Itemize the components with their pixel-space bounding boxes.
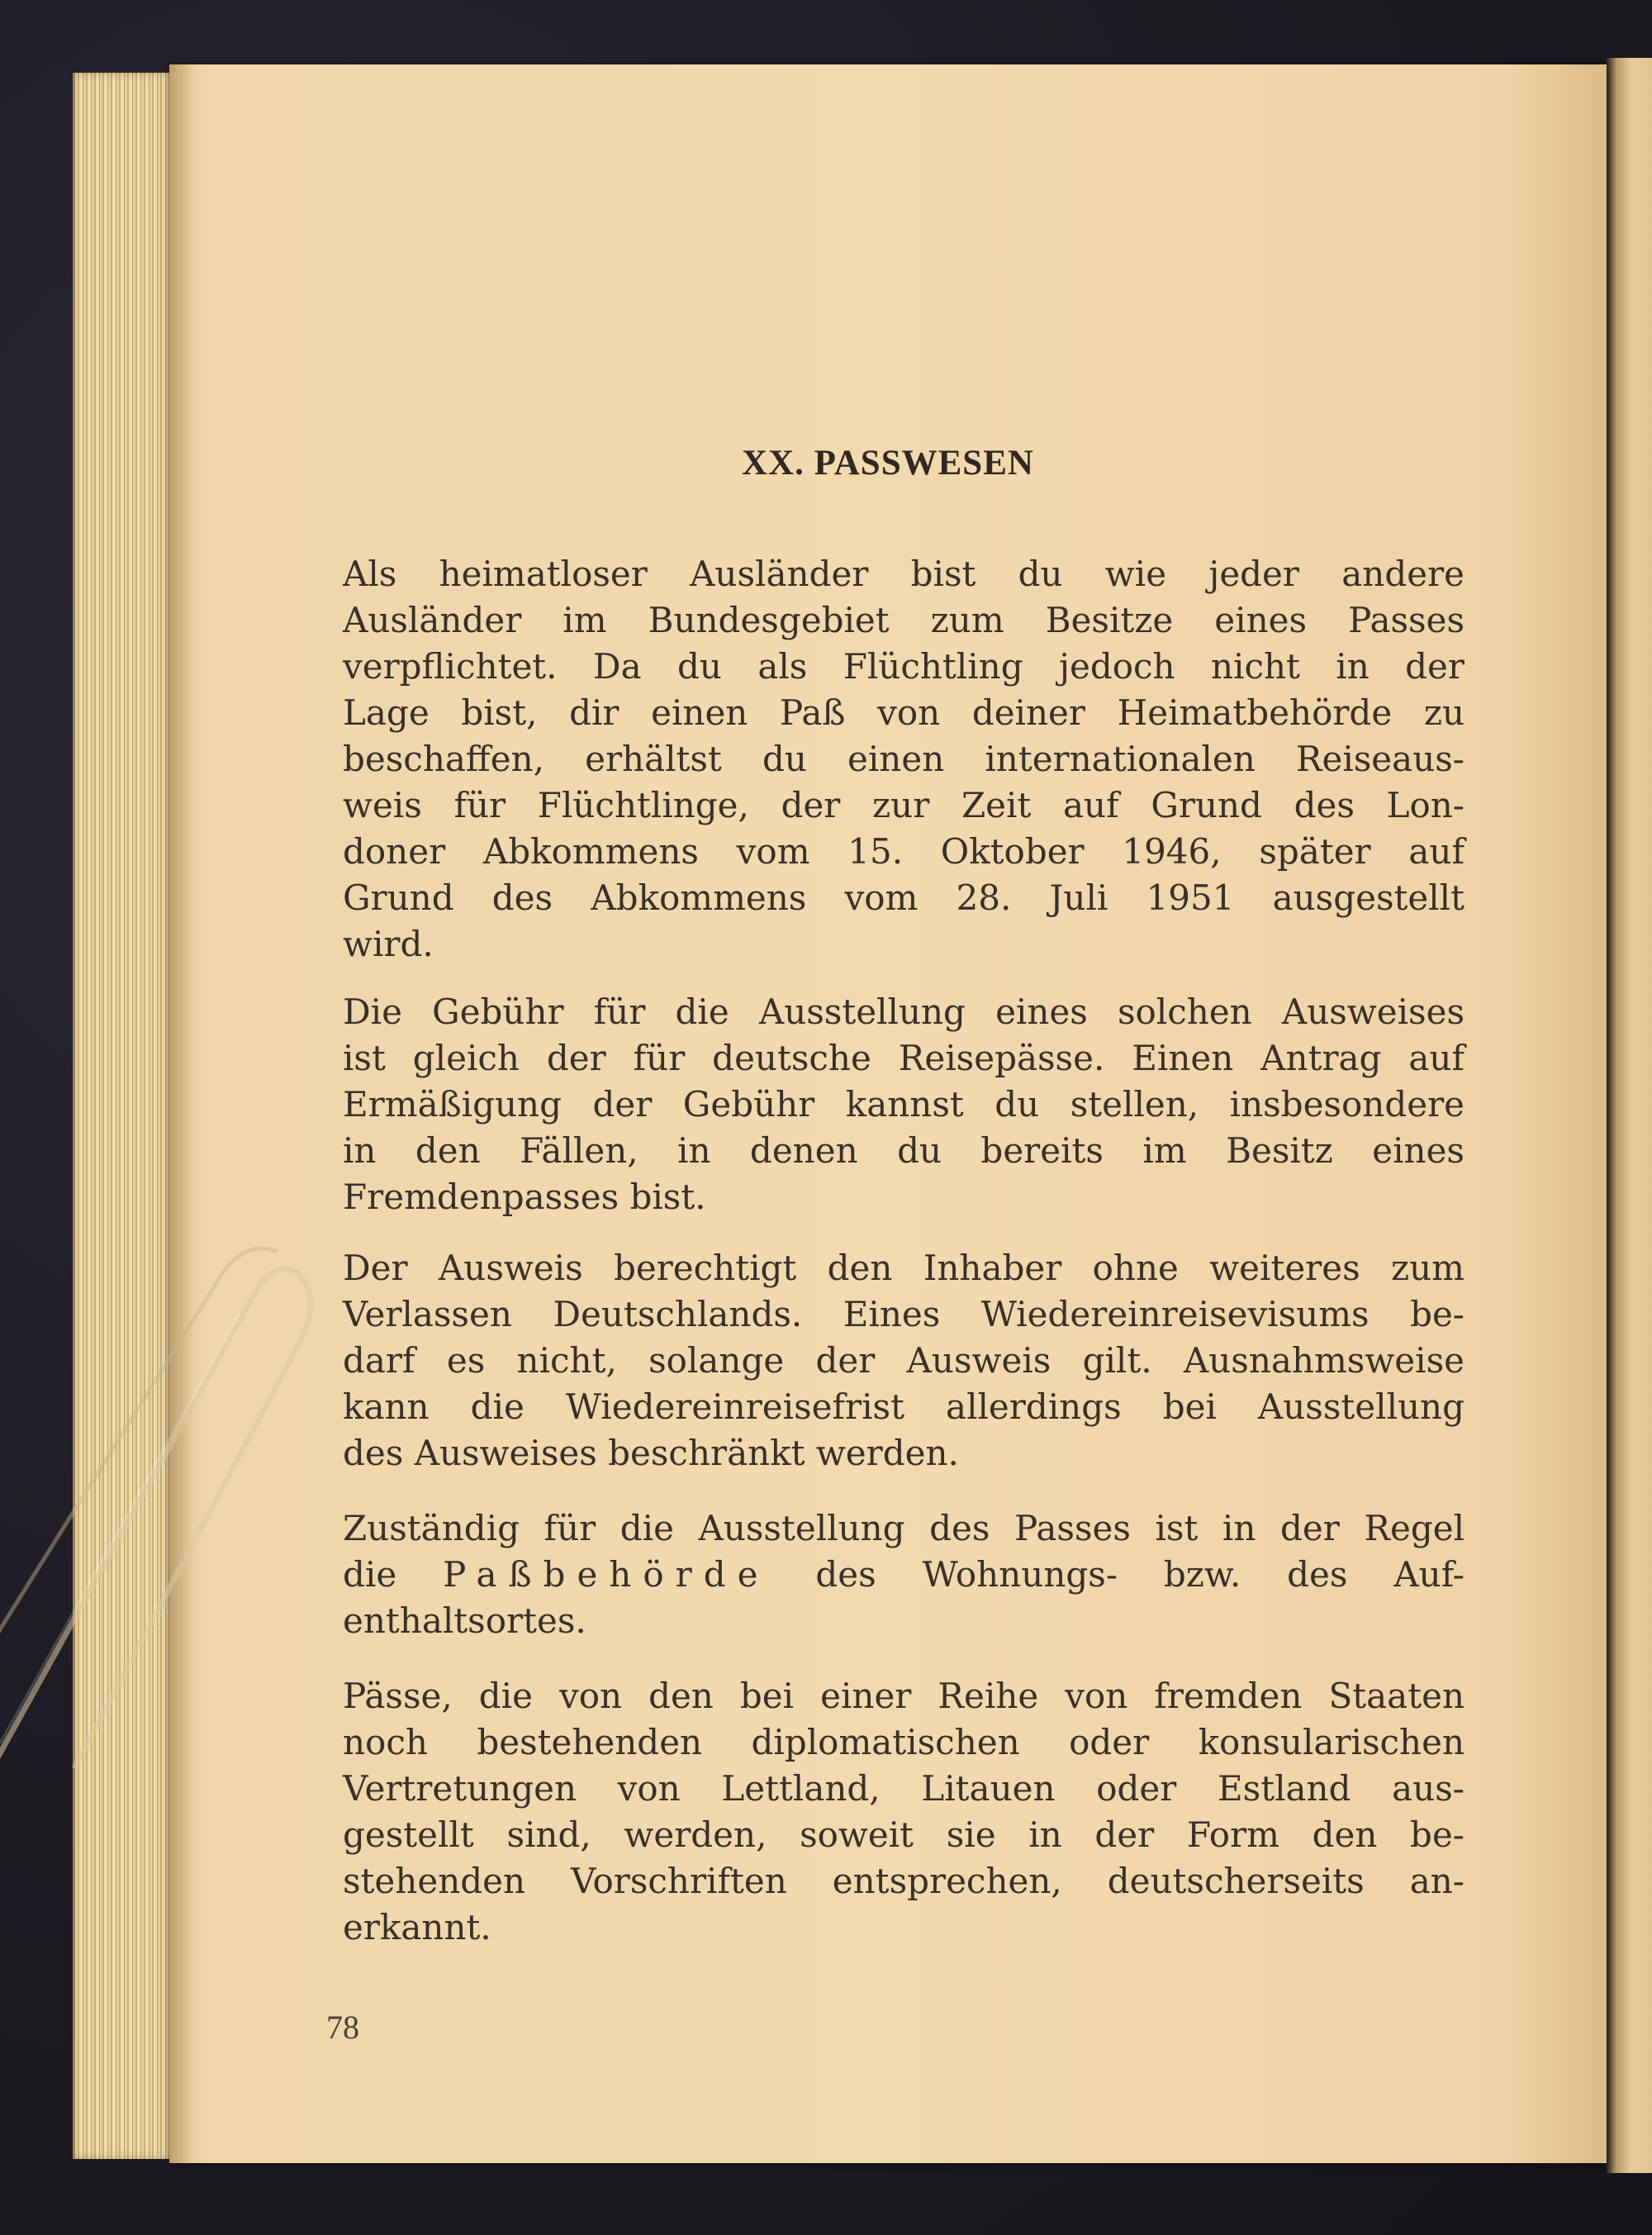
text-line: verpflichtet. Da du als Flüchtling jedoch nicht in der bbox=[343, 646, 1464, 687]
paragraph-5 bbox=[343, 1673, 1464, 1951]
text-line: Ausländer im Bundesgebiet zum Besitze eines Passes bbox=[343, 600, 1464, 640]
text-line: Ermäßigung der Gebühr kannst du stellen, insbesondere bbox=[343, 1084, 1464, 1125]
page-gutter-shadow bbox=[169, 64, 194, 2163]
text-fragment: des Wohnungs- bzw. des Auf- bbox=[815, 1554, 1464, 1595]
text-line: kann die Wiedereinreisefrist allerdings bei Ausstellung bbox=[343, 1386, 1464, 1427]
facing-page-edge bbox=[1607, 58, 1652, 2173]
text-line: Fremdenpasses bist. bbox=[343, 1177, 706, 1217]
emphasized-term: Paßbehörde bbox=[443, 1554, 770, 1595]
bookmark-clip-icon bbox=[0, 1239, 355, 1768]
book-page-edges bbox=[73, 73, 178, 2159]
text-line: weis für Flüchtlinge, der zur Zeit auf Grund des Lon- bbox=[343, 785, 1464, 825]
text-line: des Ausweises beschränkt werden. bbox=[343, 1433, 959, 1473]
text-line: ist gleich der für deutsche Reisepässe. Einen Antrag auf bbox=[343, 1038, 1464, 1078]
text-line: Lage bist, dir einen Paß von deiner Heimatbehörde zu bbox=[343, 692, 1464, 733]
text-line: Vertretungen von Lettland, Litauen oder Estland aus- bbox=[343, 1768, 1464, 1809]
text-line-spaced bbox=[343, 1552, 1464, 1598]
text-line: beschaffen, erhältst du einen internationalen Reiseaus- bbox=[343, 739, 1464, 779]
paragraph-1 bbox=[343, 551, 1464, 968]
text-line: Zuständig für die Ausstellung des Passes ist in der Regel bbox=[343, 1508, 1464, 1548]
paragraph-3 bbox=[343, 1245, 1464, 1477]
text-line: stehenden Vorschriften entsprechen, deutscherseits an- bbox=[343, 1861, 1464, 1901]
text-line: Der Ausweis berechtigt den Inhaber ohne weiteres zum bbox=[343, 1248, 1464, 1288]
text-line: Die Gebühr für die Ausstellung eines solchen Ausweises bbox=[343, 991, 1464, 1032]
paragraph-2 bbox=[343, 989, 1464, 1220]
text-line: wird. bbox=[343, 924, 434, 964]
chapter-heading: XX. PASSWESEN bbox=[742, 444, 1034, 483]
text-line: Als heimatloser Ausländer bist du wie jeder andere bbox=[343, 554, 1464, 594]
text-line: Pässe, die von den bei einer Reihe von fremden Staaten bbox=[343, 1676, 1464, 1716]
text-line: enthaltsortes. bbox=[343, 1600, 586, 1641]
text-line: gestellt sind, werden, soweit sie in der Form den be- bbox=[343, 1814, 1464, 1855]
page-number: 78 bbox=[326, 2009, 359, 2046]
text-line: noch bestehenden diplomatischen oder konsularischen bbox=[343, 1722, 1464, 1762]
text-fragment: die bbox=[343, 1554, 397, 1595]
text-line: in den Fällen, in denen du bereits im Besitz eines bbox=[343, 1130, 1464, 1171]
text-line: Grund des Abkommens vom 28. Juli 1951 ausgestellt bbox=[343, 877, 1464, 918]
text-line: doner Abkommens vom 15. Oktober 1946, später auf bbox=[343, 831, 1464, 872]
text-line: Verlassen Deutschlands. Eines Wiedereinreisevisums be- bbox=[343, 1294, 1464, 1334]
text-line: erkannt. bbox=[343, 1907, 491, 1947]
text-line: darf es nicht, solange der Ausweis gilt. Ausnahmsweise bbox=[343, 1340, 1464, 1381]
paragraph-4 bbox=[343, 1505, 1464, 1644]
